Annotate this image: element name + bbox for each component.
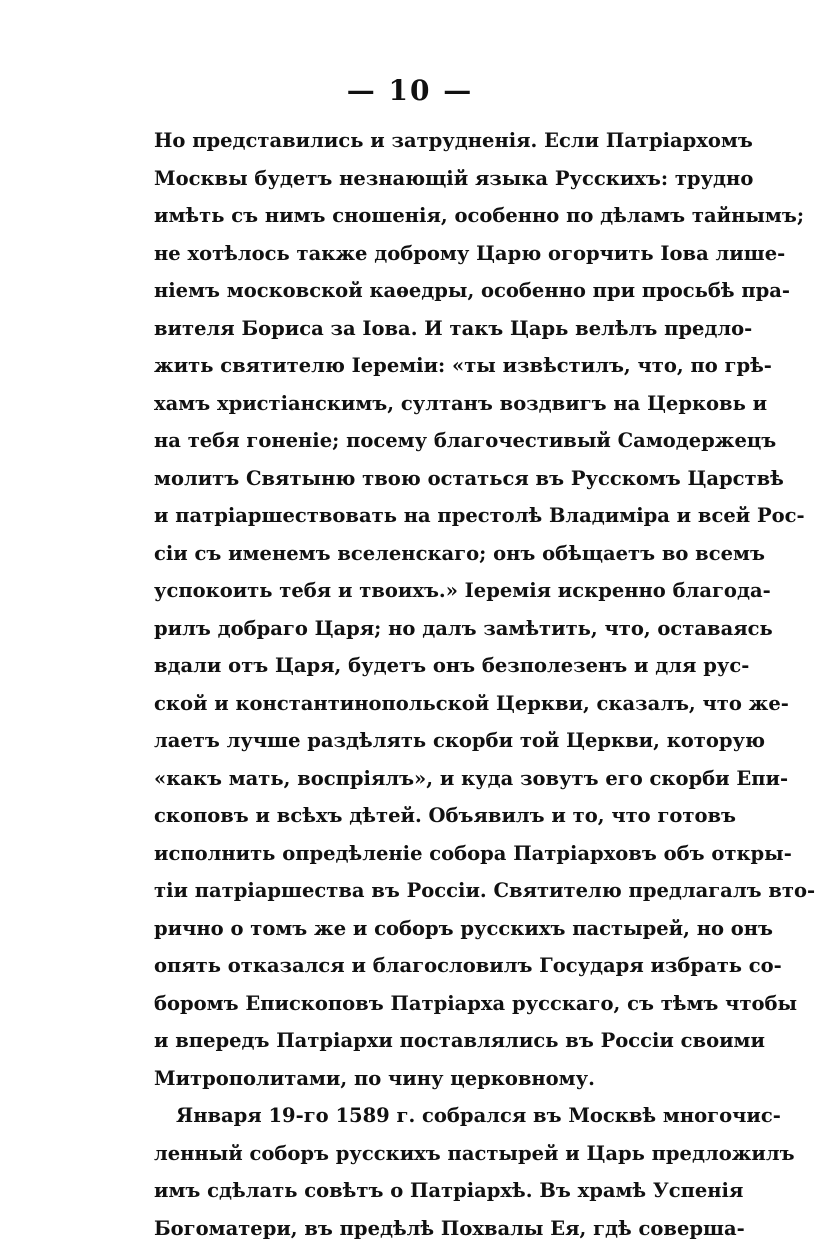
text-line: жить святителю Іереміи: «ты извѣстилъ, что, по грѣ- <box>154 347 664 385</box>
text-line: вителя Бориса за Іова. И такъ Царь велѣлъ предло- <box>154 310 664 348</box>
body-text <box>154 122 664 1247</box>
text-line: ніемъ московской каѳедры, особенно при просьбѣ пра- <box>154 272 664 310</box>
text-line: ской и константинопольской Церкви, сказалъ, что же- <box>154 685 664 723</box>
text-line: имѣть съ нимъ сношенія, особенно по дѣламъ тайнымъ; <box>154 197 664 235</box>
text-line: «какъ мать, воспріялъ», и куда зовутъ его скорби Епи- <box>154 760 664 798</box>
text-line: и патріаршествовать на престолѣ Владиміра и всей Рос- <box>154 497 664 535</box>
text-line: молитъ Святыню твою остаться въ Русскомъ Царствѣ <box>154 460 664 498</box>
text-line: и впередъ Патріархи поставлялись въ Россіи своими <box>154 1022 664 1060</box>
text-line: исполнить опредѣленіе собора Патріарховъ объ откры- <box>154 835 664 873</box>
text-line: рилъ добраго Царя; но далъ замѣтить, что, оставаясь <box>154 610 664 648</box>
text-line: не хотѣлось также доброму Царю огорчить Іова лише- <box>154 235 664 273</box>
text-line: Москвы будетъ незнающій языка Русскихъ: трудно <box>154 160 664 198</box>
text-line: тіи патріаршества въ Россіи. Святителю предлагалъ вто- <box>154 872 664 910</box>
text-line: Но представились и затрудненія. Если Патріархомъ <box>154 122 664 160</box>
text-line: Января 19-го 1589 г. собрался въ Москвѣ многочис- <box>154 1097 664 1135</box>
text-line: опять отказался и благословилъ Государя избрать со- <box>154 947 664 985</box>
text-line: Богоматери, въ предѣлѣ Похвалы Ея, гдѣ соверша- <box>154 1210 664 1247</box>
page-number: — 10 — <box>0 74 820 107</box>
text-line: ленный соборъ русскихъ пастырей и Царь предложилъ <box>154 1135 664 1173</box>
text-line: сіи съ именемъ вселенскаго; онъ обѣщаетъ во всемъ <box>154 535 664 573</box>
text-line: лаетъ лучше раздѣлять скорби той Церкви, которую <box>154 722 664 760</box>
text-line: успокоить тебя и твоихъ.» Іеремія искренно благода- <box>154 572 664 610</box>
text-line: вдали отъ Царя, будетъ онъ безполезенъ и для рус- <box>154 647 664 685</box>
text-line: имъ сдѣлать совѣтъ о Патріархѣ. Въ храмѣ Успенія <box>154 1172 664 1210</box>
text-line: Митрополитами, по чину церковному. <box>154 1060 664 1098</box>
text-line: хамъ христіанскимъ, султанъ воздвигъ на Церковь и <box>154 385 664 423</box>
text-line: скоповъ и всѣхъ дѣтей. Объявилъ и то, что готовъ <box>154 797 664 835</box>
text-line: боромъ Епископовъ Патріарха русскаго, съ тѣмъ чтобы <box>154 985 664 1023</box>
text-line: на тебя гоненіе; посему благочестивый Самодержецъ <box>154 422 664 460</box>
text-line: рично о томъ же и соборъ русскихъ пастырей, но онъ <box>154 910 664 948</box>
